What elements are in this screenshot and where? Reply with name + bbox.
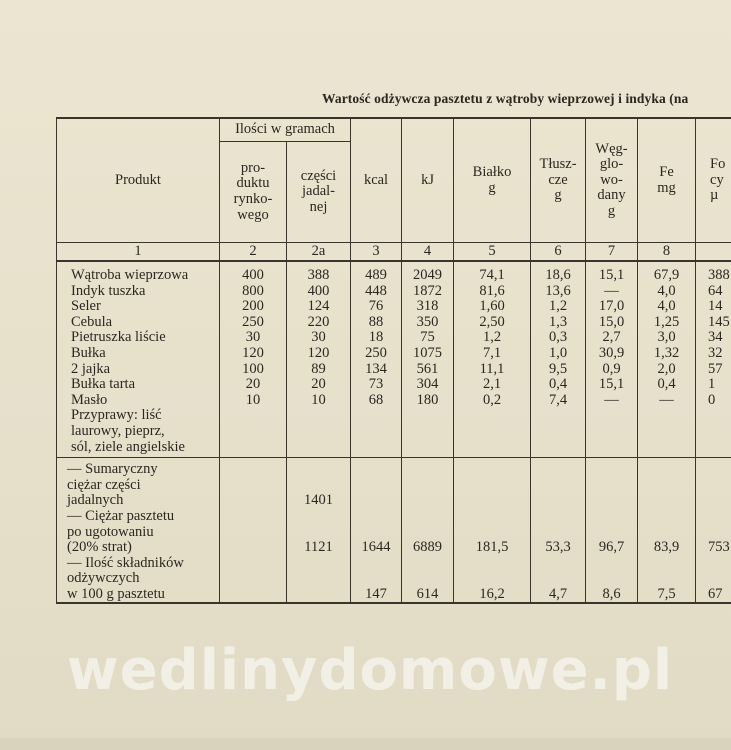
cell-edible-weight: 1121 (287, 509, 351, 556)
column-number: 2a (287, 243, 351, 262)
cell-market-weight: 400 (220, 261, 287, 284)
cell-protein: 2,50 (454, 315, 531, 331)
cell-fat: 1,0 (531, 346, 586, 362)
cell-carbs: — (586, 393, 638, 409)
table-row (57, 377, 731, 393)
cell-protein: 11,1 (454, 362, 531, 378)
cell-folate: 32 (696, 346, 731, 362)
cell-fe: — (638, 393, 696, 409)
cell-kcal: 88 (351, 315, 402, 331)
cell-folate: 14 (696, 299, 731, 315)
cell-folate: 64 (696, 284, 731, 300)
column-number: 6 (531, 243, 586, 262)
product-name: Indyk tuszka (57, 284, 220, 300)
summary-label: — Ilość składników odżywczych w 100 g pasztetu (57, 556, 220, 604)
table-row (57, 393, 731, 409)
header-tluszcze: Tłusz- cze g (531, 118, 586, 243)
summary-row-cooked (57, 509, 731, 556)
cell-market-weight: 20 (220, 377, 287, 393)
cell-fe: 4,0 (638, 284, 696, 300)
cell-fe: 0,4 (638, 377, 696, 393)
cell-fat: 7,4 (531, 393, 586, 409)
cell-kcal: 76 (351, 299, 402, 315)
summary-row-per-100g (57, 556, 731, 604)
product-name: Bułka (57, 346, 220, 362)
cell-kj: 6889 (402, 509, 454, 556)
header-czesci-jadalnej: części jadal- nej (287, 142, 351, 243)
cell-carbs: 8,6 (586, 556, 638, 604)
table-row (57, 284, 731, 300)
cell-kcal: 73 (351, 377, 402, 393)
table-row (57, 299, 731, 315)
cell-kj: 1075 (402, 346, 454, 362)
spices-label: Przyprawy: liść laurowy, pieprz, sól, ziele angielskie (57, 408, 220, 457)
cell-fe: 67,9 (638, 261, 696, 284)
cell-fe: 2,0 (638, 362, 696, 378)
cell-edible-weight: 120 (287, 346, 351, 362)
cell-protein: 81,6 (454, 284, 531, 300)
cell-market-weight: 100 (220, 362, 287, 378)
cell-protein: 181,5 (454, 509, 531, 556)
cell-edible-weight: 30 (287, 330, 351, 346)
product-name: Cebula (57, 315, 220, 331)
cell-protein: 1,60 (454, 299, 531, 315)
cell-market-weight: 30 (220, 330, 287, 346)
column-number: 8 (638, 243, 696, 262)
summary-label: — Ciężar pasztetu po ugotowaniu (20% strat) (57, 509, 220, 556)
column-number: 5 (454, 243, 531, 262)
header-bialko: Białko g (454, 118, 531, 243)
cell-market-weight: 10 (220, 393, 287, 409)
column-number: 4 (402, 243, 454, 262)
cell-kcal: 448 (351, 284, 402, 300)
cell-kj: 75 (402, 330, 454, 346)
table-row (57, 330, 731, 346)
column-number: 1 (57, 243, 220, 262)
cell-market-weight: 250 (220, 315, 287, 331)
cell-fe: 83,9 (638, 509, 696, 556)
cell-protein: 7,1 (454, 346, 531, 362)
cell-folate: 57 (696, 362, 731, 378)
cell-kcal: 1644 (351, 509, 402, 556)
cell-kcal: 147 (351, 556, 402, 604)
cell-carbs: — (586, 284, 638, 300)
cell-edible-weight: 89 (287, 362, 351, 378)
cell-edible-weight: 220 (287, 315, 351, 331)
watermark: wedlinydomowe.pl (66, 638, 674, 703)
product-name: Seler (57, 299, 220, 315)
cell-edible-weight: 10 (287, 393, 351, 409)
cell-protein: 1,2 (454, 330, 531, 346)
cell-fat: 9,5 (531, 362, 586, 378)
cell-fat: 4,7 (531, 556, 586, 604)
cell-market-weight: 120 (220, 346, 287, 362)
cell-protein: 16,2 (454, 556, 531, 604)
cell-fat: 1,3 (531, 315, 586, 331)
cell-edible-weight: 1401 (287, 458, 351, 509)
cell-folate: 34 (696, 330, 731, 346)
cell-fat: 53,3 (531, 509, 586, 556)
table-row (57, 261, 731, 284)
cell-carbs: 96,7 (586, 509, 638, 556)
column-number-row (57, 243, 731, 262)
header-ilosci: Ilości w gramach (220, 118, 351, 142)
header-produkt: Produkt (57, 118, 220, 243)
cell-fe: 4,0 (638, 299, 696, 315)
header-kj: kJ (402, 118, 454, 243)
table-row (57, 315, 731, 331)
cell-protein: 74,1 (454, 261, 531, 284)
cell-folate: 388 (696, 261, 731, 284)
table-title: Wartość odżywcza pasztetu z wątroby wieprzowej i indyka (na (322, 91, 689, 106)
cell-carbs: 15,0 (586, 315, 638, 331)
cell-folate: 1 (696, 377, 731, 393)
cell-carbs: 0,9 (586, 362, 638, 378)
cell-carbs: 17,0 (586, 299, 638, 315)
product-name: Pietruszka liście (57, 330, 220, 346)
cell-fe: 1,32 (638, 346, 696, 362)
cell-folate: 0 (696, 393, 731, 409)
header-folacyna: Fo cy µ (696, 118, 731, 243)
cell-fe: 7,5 (638, 556, 696, 604)
cell-market-weight: 200 (220, 299, 287, 315)
cell-kcal: 134 (351, 362, 402, 378)
cell-edible-weight: 388 (287, 261, 351, 284)
cell-fat: 0,3 (531, 330, 586, 346)
cell-kcal: 489 (351, 261, 402, 284)
column-number: 3 (351, 243, 402, 262)
cell-kj: 180 (402, 393, 454, 409)
cell-protein: 0,2 (454, 393, 531, 409)
product-name: Masło (57, 393, 220, 409)
column-number (696, 243, 731, 262)
cell-carbs: 15,1 (586, 377, 638, 393)
summary-row-total-edible (57, 458, 731, 509)
cell-folate: 67 (696, 556, 731, 604)
header-kcal: kcal (351, 118, 402, 243)
nutrition-table (56, 117, 731, 604)
column-number: 2 (220, 243, 287, 262)
cell-market-weight: 800 (220, 284, 287, 300)
cell-folate: 753 (696, 509, 731, 556)
cell-carbs: 2,7 (586, 330, 638, 346)
cell-kj: 318 (402, 299, 454, 315)
cell-folate: 145 (696, 315, 731, 331)
cell-kcal: 18 (351, 330, 402, 346)
cell-fat: 0,4 (531, 377, 586, 393)
product-name: Bułka tarta (57, 377, 220, 393)
cell-carbs: 15,1 (586, 261, 638, 284)
cell-kcal: 250 (351, 346, 402, 362)
cell-kj: 304 (402, 377, 454, 393)
cell-carbs: 30,9 (586, 346, 638, 362)
cell-kj: 350 (402, 315, 454, 331)
header-fe: Fe mg (638, 118, 696, 243)
ingredient-rows (57, 261, 731, 458)
cell-fe: 3,0 (638, 330, 696, 346)
page-bottom-edge (0, 738, 731, 750)
cell-protein: 2,1 (454, 377, 531, 393)
cell-fat: 18,6 (531, 261, 586, 284)
cell-edible-weight: 124 (287, 299, 351, 315)
cell-fe: 1,25 (638, 315, 696, 331)
column-number: 7 (586, 243, 638, 262)
header-weglowodany: Węg- glo- wo- dany g (586, 118, 638, 243)
cell-kj: 614 (402, 556, 454, 604)
cell-kcal: 68 (351, 393, 402, 409)
cell-edible-weight: 20 (287, 377, 351, 393)
cell-kj: 561 (402, 362, 454, 378)
table-row (57, 362, 731, 378)
spices-row (57, 408, 731, 457)
product-name: Wątroba wieprzowa (57, 261, 220, 284)
cell-edible-weight: 400 (287, 284, 351, 300)
cell-kj: 1872 (402, 284, 454, 300)
product-name: 2 jajka (57, 362, 220, 378)
header-produktu-rynkowego: pro- duktu rynko- wego (220, 142, 287, 243)
summary-rows (57, 458, 731, 604)
cell-fat: 1,2 (531, 299, 586, 315)
summary-label: — Sumaryczny ciężar części jadalnych (57, 458, 220, 509)
table-row (57, 346, 731, 362)
cell-kj: 2049 (402, 261, 454, 284)
cell-fat: 13,6 (531, 284, 586, 300)
